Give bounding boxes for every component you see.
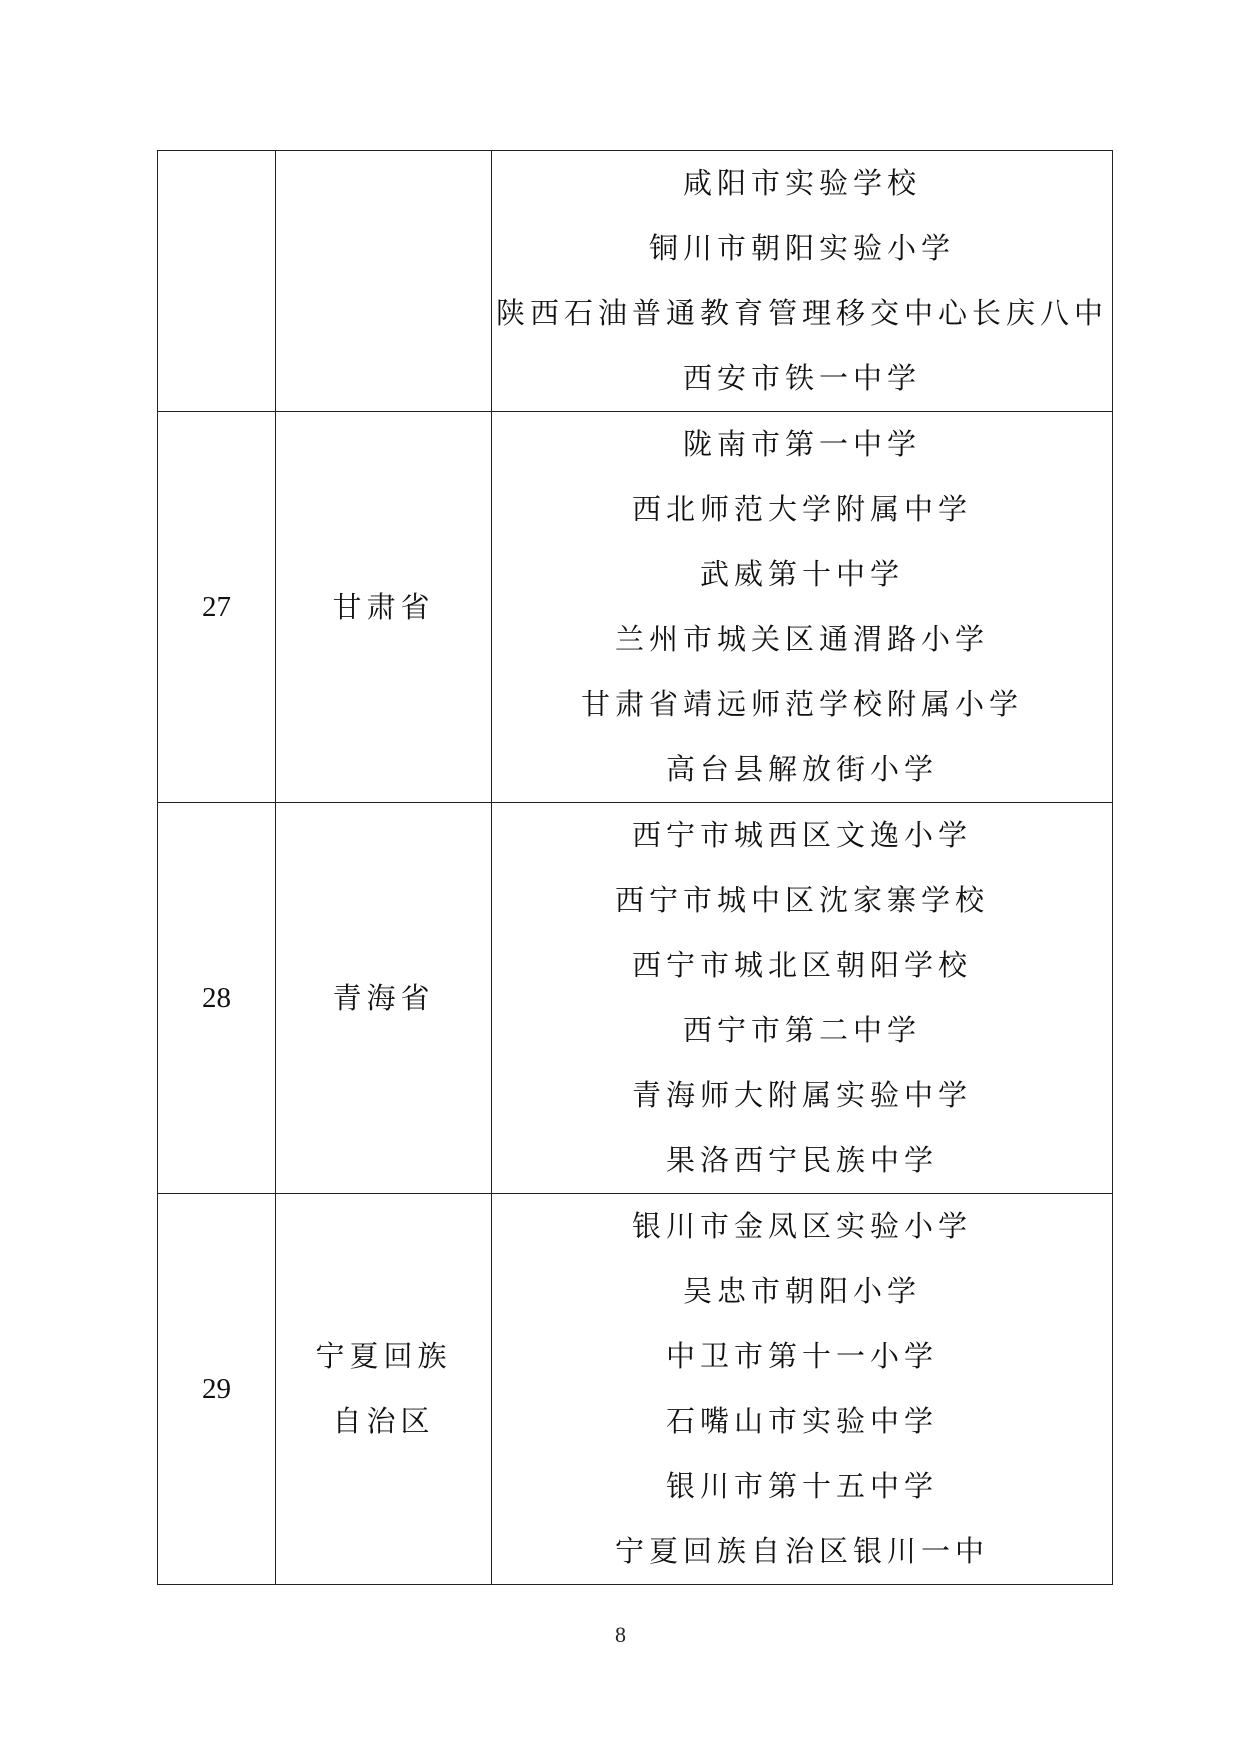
school-name: 西宁市城北区朝阳学校 <box>631 948 972 982</box>
school-name: 西北师范大学附属中学 <box>631 492 972 526</box>
school-name: 陕西石油普通教育管理移交中心长庆八中 <box>495 296 1108 330</box>
school-name: 武威第十中学 <box>699 557 904 591</box>
school-name: 咸阳市实验学校 <box>682 166 921 200</box>
schools-cell <box>492 803 1113 1194</box>
province-cell <box>276 1194 492 1585</box>
school-table <box>157 150 1113 1585</box>
school-name: 西宁市城西区文逸小学 <box>631 818 972 852</box>
school-name: 石嘴山市实验中学 <box>665 1404 938 1438</box>
row-number <box>158 151 276 412</box>
school-name: 兰州市城关区通渭路小学 <box>614 622 989 656</box>
row-number: 27 <box>158 412 276 803</box>
school-name: 银川市金凤区实验小学 <box>631 1209 972 1243</box>
schools-cell <box>492 412 1113 803</box>
school-name: 宁夏回族自治区银川一中 <box>614 1534 989 1568</box>
school-name: 中卫市第十一小学 <box>665 1339 938 1373</box>
province-cell <box>276 151 492 412</box>
table-row <box>158 412 1113 803</box>
school-name: 西宁市城中区沈家寨学校 <box>614 883 989 917</box>
school-name: 陇南市第一中学 <box>682 427 921 461</box>
row-number: 29 <box>158 1194 276 1585</box>
school-name: 果洛西宁民族中学 <box>665 1143 938 1177</box>
province-cell <box>276 412 492 803</box>
province-name: 青海省 <box>332 980 435 1015</box>
school-name: 铜川市朝阳实验小学 <box>648 231 955 265</box>
province-name: 甘肃省 <box>332 589 435 624</box>
school-name: 西宁市第二中学 <box>682 1013 921 1047</box>
table-row <box>158 151 1113 412</box>
school-name: 甘肃省靖远师范学校附属小学 <box>580 687 1023 721</box>
school-name: 西安市铁一中学 <box>682 361 921 395</box>
province-cell <box>276 803 492 1194</box>
table-row <box>158 1194 1113 1585</box>
school-name: 高台县解放街小学 <box>665 752 938 786</box>
table-body <box>158 151 1113 1585</box>
school-name: 银川市第十五中学 <box>665 1469 938 1503</box>
school-name: 青海师大附属实验中学 <box>631 1078 972 1112</box>
province-name: 宁夏回族 <box>315 1339 452 1373</box>
province-name: 自治区 <box>332 1404 435 1438</box>
table-row <box>158 803 1113 1194</box>
schools-cell <box>492 1194 1113 1585</box>
schools-cell <box>492 151 1113 412</box>
row-number: 28 <box>158 803 276 1194</box>
school-name: 吴忠市朝阳小学 <box>682 1274 921 1308</box>
page-number: 8 <box>615 1622 626 1647</box>
